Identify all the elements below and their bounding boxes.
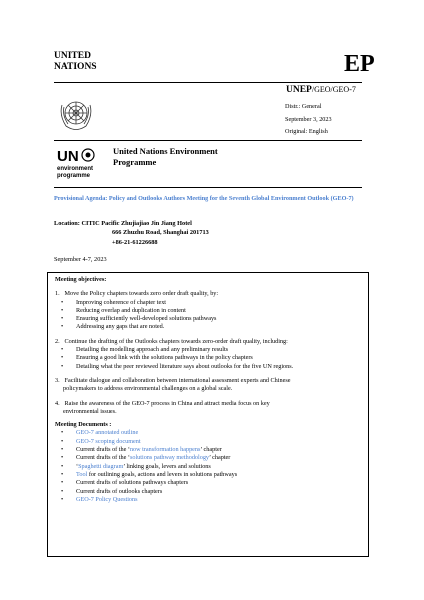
document-item bbox=[55, 438, 365, 446]
list-item: • Ensuring sufficiently well-developed solutions pathways bbox=[55, 315, 365, 323]
objective-bullets bbox=[55, 346, 365, 371]
list-item: • Addressing any gaps that are noted. bbox=[55, 323, 365, 331]
objective-number: 2. bbox=[55, 337, 60, 345]
objective-text: Raise the awareness of the GEO-7 process in China and attract media focus on key bbox=[64, 399, 270, 407]
location-phone: +86-21-61226688 bbox=[112, 238, 158, 246]
org-name-line2: NATIONS bbox=[54, 62, 97, 72]
objective-1 bbox=[55, 290, 365, 331]
agenda-box-content bbox=[55, 276, 365, 504]
objective-number: 1. bbox=[55, 290, 60, 298]
header-divider bbox=[54, 82, 362, 83]
objective-bullets bbox=[55, 299, 365, 332]
objectives-heading: Meeting objectives: bbox=[55, 276, 107, 283]
objective-text-cont: environmental issues. bbox=[63, 407, 117, 415]
unep-title-line1: United Nations Environment bbox=[113, 146, 218, 156]
location-label: Location: CITIC Pacific Zhujiajiao Jin Jiang Hotel bbox=[54, 220, 192, 227]
document-item: • Current drafts of the ‘solutions pathway methodology’ chapter bbox=[55, 454, 365, 462]
document-link[interactable]: Tool bbox=[76, 470, 88, 478]
objective-4 bbox=[55, 400, 365, 417]
document-item: • Current drafts of solutions pathways chapters bbox=[55, 479, 365, 487]
objective-text: Facilitate dialogue and collaboration between international assessment experts and Chinese bbox=[64, 376, 291, 384]
header-divider-3 bbox=[54, 187, 362, 188]
documents-heading: Meeting Documents : bbox=[55, 421, 112, 429]
header-divider-2 bbox=[54, 140, 362, 141]
document-date: September 3, 2023 bbox=[285, 115, 332, 123]
objective-text-cont: policymakers to address environmental challenges on a global scale. bbox=[63, 385, 233, 393]
meeting-date: September 4-7, 2023 bbox=[54, 256, 107, 263]
document-link[interactable]: GEO-7 annotated outline bbox=[76, 429, 139, 437]
document-meta bbox=[285, 101, 332, 139]
document-item: • Tool for outlining goals, actions and levers in solutions pathways bbox=[55, 471, 365, 479]
org-name-line1: UNITED bbox=[54, 51, 91, 61]
unep-title bbox=[113, 146, 273, 168]
location-block bbox=[54, 219, 209, 247]
document-item bbox=[55, 429, 365, 437]
logo-un-text: UN bbox=[57, 148, 79, 165]
document-item: • Current drafts of the ‘now transformation happens’ chapter bbox=[55, 446, 365, 454]
document-link[interactable]: now transformation happens bbox=[129, 446, 201, 454]
objective-text: Continue the drafting of the Outlooks chapters towards zero-order draft quality, including: bbox=[64, 337, 288, 345]
list-item: • Improving coherence of chapter text bbox=[55, 299, 365, 307]
objective-3 bbox=[55, 377, 365, 394]
objective-number: 4. bbox=[55, 399, 60, 407]
original-language: Original: English bbox=[285, 128, 328, 135]
agenda-title: Provisional Agenda: Policy and Outlooks Authors Meeting for the Seventh Global Environment Outlook (GEO-7) bbox=[54, 195, 354, 202]
document-symbol-prefix: UNEP bbox=[286, 85, 312, 95]
un-emblem-icon bbox=[56, 95, 96, 135]
documents-list bbox=[55, 429, 365, 504]
document-link[interactable]: GEO-7 scoping document bbox=[76, 437, 141, 445]
document-symbol bbox=[286, 85, 356, 95]
list-item: • Detailing what the peer reviewed literature says about outlooks for the five UN regions. bbox=[55, 363, 365, 371]
document-link[interactable]: solutions pathway methodology bbox=[129, 454, 210, 462]
unep-title-line2: Programme bbox=[113, 157, 157, 167]
list-item: • Ensuring a good link with the solutions pathways in the policy chapters bbox=[55, 354, 365, 362]
objective-text: Move the Policy chapters towards zero order draft quality, by: bbox=[64, 290, 219, 298]
logo-sub2: programme bbox=[57, 173, 91, 179]
logo-sub1: environment bbox=[57, 166, 94, 172]
objective-2 bbox=[55, 338, 365, 371]
distribution: Distr.: General bbox=[285, 103, 322, 110]
unep-logo-icon bbox=[56, 145, 102, 181]
document-item: • ‘Spaghetti diagram’ linking goals, levers and solutions bbox=[55, 463, 365, 471]
document-symbol-suffix: /GEO/GEO-7 bbox=[311, 85, 356, 94]
location-address: 666 Zhuzhu Road, Shanghai 201713 bbox=[112, 229, 209, 237]
document-link[interactable]: Spaghetti diagram bbox=[78, 462, 124, 470]
ep-label: EP bbox=[344, 51, 375, 77]
document-link[interactable]: GEO-7 Policy Questions bbox=[76, 495, 138, 503]
objective-number: 3. bbox=[55, 376, 60, 384]
org-name bbox=[54, 51, 134, 73]
document-item bbox=[55, 496, 365, 504]
list-item: • Reducing overlap and duplication in content bbox=[55, 307, 365, 315]
document-item: • Current drafts of outlooks chapters bbox=[55, 488, 365, 496]
list-item: • Detailing the modelling approach and any preliminary results bbox=[55, 346, 365, 354]
